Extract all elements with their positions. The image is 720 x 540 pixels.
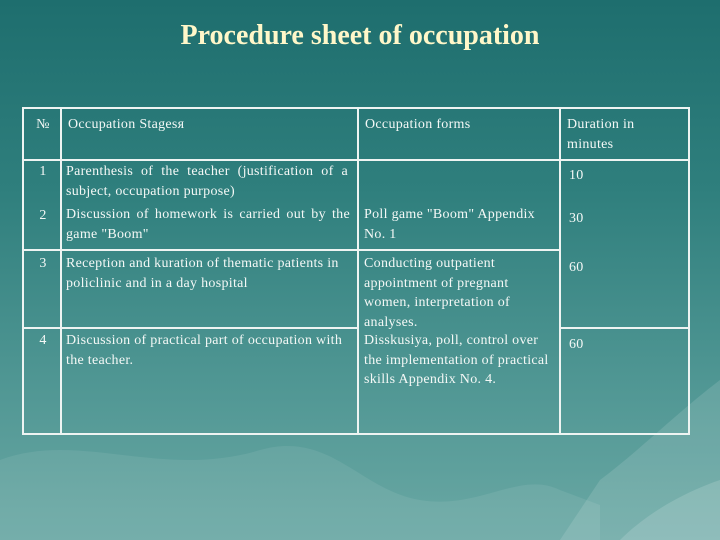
column-divider — [559, 109, 561, 433]
row-divider — [559, 327, 688, 329]
header-divider — [24, 159, 688, 161]
header-duration: Duration in minutes — [567, 117, 635, 152]
row-1-duration: 10 — [569, 168, 584, 183]
row-4-duration: 60 — [569, 337, 584, 352]
row-2-duration: 30 — [569, 211, 584, 226]
row-divider — [24, 249, 559, 251]
row-divider — [24, 327, 357, 329]
row-2-forms: Poll game "Boom" Appendix No. 1 — [364, 207, 535, 242]
row-3-stage: Reception and kuration of thematic patients in policlinic and in a day hospital — [66, 256, 339, 291]
row-3-forms: Conducting outpatient appointment of pregnant women, interpretation of analyses. — [364, 256, 510, 330]
procedure-table — [22, 107, 690, 435]
header-forms: Occupation forms — [365, 117, 471, 132]
row-4-stage: Discussion of practical part of occupation with the teacher. — [66, 333, 343, 368]
row-2-stage: Discussion of homework is carried out by the game "Boom" — [66, 207, 350, 242]
column-divider — [357, 109, 359, 433]
row-3-number: 3 — [39, 256, 47, 271]
header-stage: Occupation Stagesя — [68, 117, 185, 132]
row-2-number: 2 — [39, 208, 47, 223]
row-4-forms: Disskusiya, poll, control over the implementation of practical skills Appendix No. 4. — [364, 333, 549, 387]
header-number: № — [36, 117, 50, 132]
page-title: Procedure sheet of occupation — [180, 20, 540, 51]
column-divider — [60, 109, 62, 433]
row-3-duration: 60 — [569, 260, 584, 275]
row-4-number: 4 — [39, 333, 47, 348]
row-1-stage: Parenthesis of the teacher (justification of a subject, occupation purpose) — [66, 164, 348, 199]
row-1-number: 1 — [39, 164, 47, 179]
